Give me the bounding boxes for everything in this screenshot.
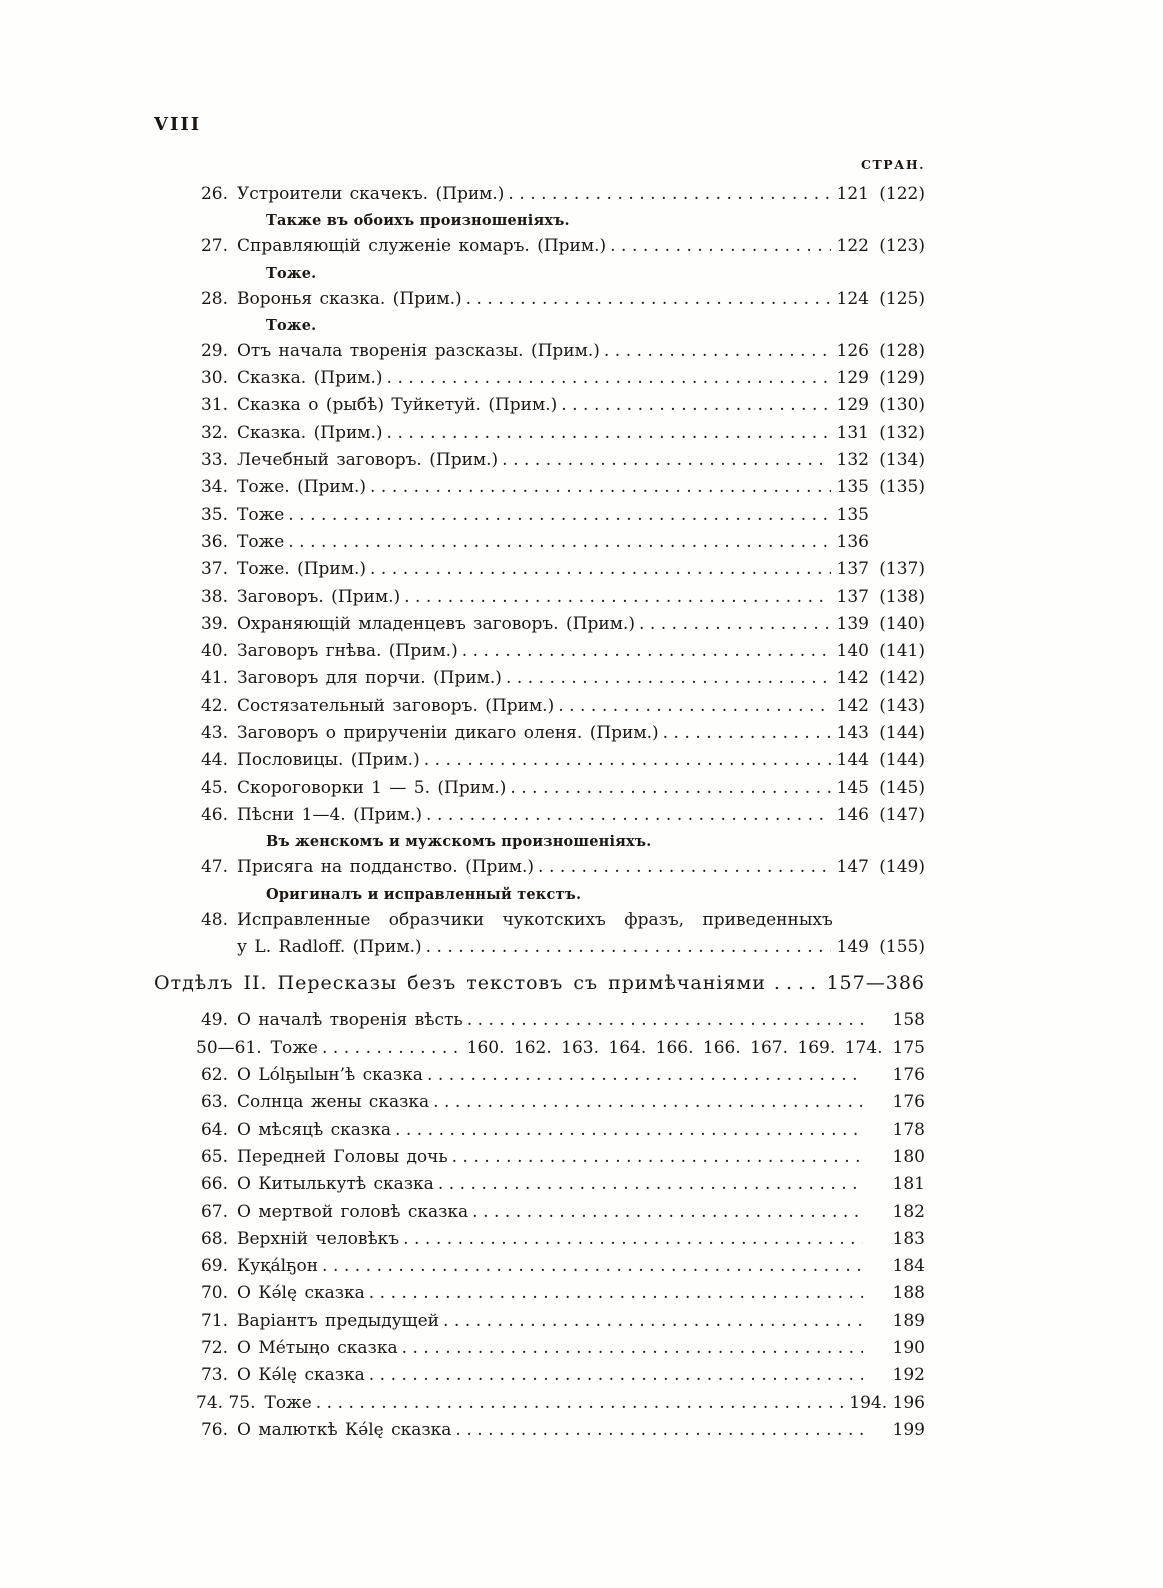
page-number-paren: (143) <box>879 695 925 716</box>
page-number: 136 <box>836 531 869 552</box>
entry-title: Состязательный заговоръ. (Прим.) <box>237 695 555 716</box>
page-column-header: СТРАН. <box>861 157 925 172</box>
entry-title: Солнца жены сказка <box>237 1092 430 1113</box>
leader-dots <box>402 1335 863 1362</box>
leader-dots <box>558 693 830 720</box>
page-number: 140 <box>836 641 869 662</box>
page-number-paren: (138) <box>879 586 925 607</box>
entry-number: 76. <box>200 1419 228 1440</box>
entry-title: Сказка. (Прим.) <box>237 368 383 389</box>
toc-entry-row <box>196 638 925 665</box>
entry-number: 39. <box>200 613 228 634</box>
entry-number: 43. <box>200 723 228 744</box>
entry-title: О Кə́lę сказка <box>237 1283 365 1304</box>
page-number: 175 <box>892 1037 925 1058</box>
entry-title: О Ме́тыңо сказка <box>237 1337 398 1358</box>
entry-title: Пѣсни 1—4. (Прим.) <box>237 804 423 825</box>
section-header-label: Отдѣлъ II. Пересказы безъ текстовъ съ примѣчаніями <box>154 972 766 995</box>
toc-entry-row <box>196 556 925 583</box>
entry-number: 71. <box>200 1310 228 1331</box>
page-number-paren: (122) <box>879 184 925 204</box>
entry-number: 30. <box>200 368 228 389</box>
leader-dots <box>466 286 831 313</box>
entry-title: Скороговорки 1 — 5. (Прим.) <box>237 777 507 798</box>
toc-entry-row <box>196 447 925 474</box>
toc-entry-row <box>196 1280 925 1307</box>
entry-number: 32. <box>200 422 228 443</box>
entry-title: О Кə́lę сказка <box>237 1365 365 1386</box>
entry-title: Тоже <box>237 531 285 552</box>
leader-dots <box>427 1062 863 1089</box>
toc-entry-row <box>196 181 925 208</box>
folio-number: VIII <box>154 114 202 135</box>
page-number-paren: (142) <box>879 668 925 689</box>
page-number-paren: (135) <box>879 477 925 498</box>
page-number: 146 <box>836 804 869 825</box>
leader-dots <box>316 1390 844 1417</box>
leader-dots <box>455 1417 863 1444</box>
section-page-range: 157—386 <box>826 972 925 995</box>
page-number: 182 <box>892 1201 925 1222</box>
entry-number: 44. <box>200 750 228 771</box>
toc-entry-row <box>196 1335 925 1362</box>
entry-number: 38. <box>200 586 228 607</box>
page-number: 137 <box>836 586 869 607</box>
entry-title: О Китылькутѣ сказка <box>237 1174 434 1195</box>
leader-dots <box>370 556 831 583</box>
entry-number: 50—61. <box>196 1037 262 1058</box>
leader-dots <box>452 1144 863 1171</box>
leader-dots <box>403 1226 863 1253</box>
page-number: 142 <box>836 695 869 716</box>
toc-entry-row <box>196 1171 925 1198</box>
section2-entries <box>196 1007 925 1444</box>
page-number: 124 <box>836 288 869 309</box>
entry-number: 72. <box>200 1337 228 1358</box>
section1-entries <box>196 181 925 961</box>
toc-entry-row <box>196 720 925 747</box>
toc-entry-row <box>196 233 925 260</box>
entry-title: Тоже <box>270 1037 318 1058</box>
toc-entry-row <box>196 1226 925 1253</box>
entry-title: О мѣсяцѣ сказка <box>237 1119 391 1140</box>
page-number-paren: (125) <box>879 288 925 309</box>
toc-entry-row <box>196 392 925 419</box>
page-number-list: 160. 162. 163. 164. 166. 166. 167. 169. 174. <box>466 1037 883 1058</box>
entry-note: Оригиналъ и исправленный текстъ. <box>266 885 582 903</box>
entry-number: 36. <box>200 531 228 552</box>
toc-entry-row <box>196 1417 925 1444</box>
leader-dots <box>426 934 831 961</box>
page-number-paren: (130) <box>879 395 925 416</box>
toc-entry-row <box>196 775 925 802</box>
toc-entry-row <box>196 1117 925 1144</box>
toc-entry-row <box>196 338 925 365</box>
entry-title: Сказка о (рыбѣ) Туйкетуй. (Прим.) <box>237 395 558 416</box>
entry-number: 48. <box>200 909 228 930</box>
entry-number: 46. <box>200 804 228 825</box>
entry-number: 69. <box>200 1256 228 1277</box>
toc-entry-row <box>196 474 925 501</box>
entry-number: 29. <box>200 340 228 361</box>
entry-number: 27. <box>200 236 228 257</box>
entry-number: 35. <box>200 504 228 525</box>
page-number: 135 <box>836 477 869 498</box>
leader-dots <box>387 365 831 392</box>
toc-entry-row <box>196 907 925 934</box>
entry-number: 26. <box>200 184 228 204</box>
toc-entry-row <box>196 1253 925 1280</box>
entry-number: 45. <box>200 777 228 798</box>
page-number: 180 <box>892 1146 925 1167</box>
toc-entry-row <box>196 420 925 447</box>
leader-dots <box>370 474 831 501</box>
page-number: 126 <box>836 340 869 361</box>
entry-title: Верхній человѣкъ <box>237 1228 400 1249</box>
page-number: 142 <box>836 668 869 689</box>
page-number-paren: (129) <box>879 368 925 389</box>
entry-number: 65. <box>200 1146 228 1167</box>
toc-entry-row <box>196 1308 925 1335</box>
toc-entry-row <box>196 802 925 829</box>
leader-dots <box>467 1007 863 1034</box>
toc-entry-row <box>196 1390 925 1417</box>
leader-dots <box>369 1362 863 1389</box>
page-number: 188 <box>892 1283 925 1304</box>
page-number: 184 <box>892 1256 925 1277</box>
page-number: 144 <box>836 750 869 771</box>
toc-entry-row <box>196 529 925 556</box>
page-number: 131 <box>836 422 869 443</box>
toc-entry-row <box>196 1035 925 1062</box>
entry-title: Тоже. (Прим.) <box>237 477 367 498</box>
leader-dots <box>506 665 831 692</box>
leader-dots <box>604 338 831 365</box>
page-number: 122 <box>836 236 869 257</box>
page-number-paren: (141) <box>879 641 925 662</box>
page-number: 143 <box>836 723 869 744</box>
leader-dots <box>288 502 830 529</box>
entry-title: О началѣ творенія вѣсть <box>237 1010 463 1031</box>
leader-dots <box>472 1199 863 1226</box>
entry-title: Справляющій служеніе комаръ. (Прим.) <box>237 236 607 257</box>
page-number-paren: (155) <box>879 936 925 957</box>
page-number: 129 <box>836 395 869 416</box>
toc-entry-row <box>196 584 925 611</box>
toc-entry-row <box>196 1089 925 1116</box>
entry-title: Передней Головы дочь <box>237 1146 448 1167</box>
leader-dots <box>774 970 819 997</box>
entry-title: Заговоръ гнѣва. (Прим.) <box>237 641 458 662</box>
entry-title: Устроители скачекъ. (Прим.) <box>237 184 505 204</box>
entry-number: 28. <box>200 288 228 309</box>
entry-title: Сказка. (Прим.) <box>237 422 383 443</box>
entry-title: Куқа́lҕон <box>237 1256 319 1277</box>
entry-title: Заговоръ. (Прим.) <box>237 586 401 607</box>
leader-dots <box>462 638 831 665</box>
page-number: 121 <box>836 184 869 204</box>
page-number: 176 <box>892 1065 925 1086</box>
entry-number: 62. <box>200 1065 228 1086</box>
page-number: 190 <box>892 1337 925 1358</box>
table-of-contents <box>154 156 925 1444</box>
leader-dots <box>510 775 830 802</box>
page-number-paren: (132) <box>879 422 925 443</box>
entry-title: Отъ начала творенія разсказы. (Прим.) <box>237 340 600 361</box>
toc-entry-row <box>196 611 925 638</box>
page-number-paren: (147) <box>879 804 925 825</box>
entry-title: Тоже <box>264 1392 312 1413</box>
page-number: 149 <box>836 936 869 957</box>
page-number: 129 <box>836 368 869 389</box>
leader-dots <box>387 420 831 447</box>
entry-title: Заговоръ для порчи. (Прим.) <box>237 668 502 689</box>
page-number: 137 <box>836 559 869 580</box>
leader-dots <box>322 1035 461 1062</box>
page-number-paren: (137) <box>879 559 925 580</box>
page-number: 183 <box>892 1228 925 1249</box>
leader-dots <box>610 233 830 260</box>
entry-number: 40. <box>200 641 228 662</box>
entry-title: Пословицы. (Прим.) <box>237 750 420 771</box>
toc-entry-row <box>196 747 925 774</box>
entry-note: Тоже. <box>266 316 317 334</box>
entry-note: Также въ обоихъ произношеніяхъ. <box>266 212 570 230</box>
page-number-paren: (144) <box>879 750 925 771</box>
entry-title: Тоже <box>237 504 285 525</box>
toc-entry-row <box>196 502 925 529</box>
leader-dots <box>369 1280 863 1307</box>
toc-entry-row <box>196 1062 925 1089</box>
entry-title: Тоже. (Прим.) <box>237 559 367 580</box>
leader-dots <box>426 802 831 829</box>
toc-entry-row <box>196 1199 925 1226</box>
entry-title: Воронья сказка. (Прим.) <box>237 288 462 309</box>
entry-title: Лечебный заговоръ. (Прим.) <box>237 450 499 471</box>
page-number: 192 <box>892 1365 925 1386</box>
toc-entry-row <box>196 693 925 720</box>
leader-dots <box>502 447 830 474</box>
page-number-paren: (144) <box>879 723 925 744</box>
toc-entry-row <box>196 1362 925 1389</box>
page-number-paren: (149) <box>879 857 925 878</box>
toc-entry-row <box>196 665 925 692</box>
leader-dots <box>433 1089 863 1116</box>
entry-number: 70. <box>200 1283 228 1304</box>
entry-title: Заговоръ о прирученіи дикаго оленя. (Прим.) <box>237 723 659 744</box>
leader-dots <box>561 392 830 419</box>
leader-dots <box>663 720 831 747</box>
leader-dots <box>538 854 831 881</box>
entry-number: 31. <box>200 395 228 416</box>
entry-number: 68. <box>200 1228 228 1249</box>
section-header <box>154 970 925 997</box>
entry-number: 63. <box>200 1092 228 1113</box>
entry-title-continued: у L. Radloff. (Прим.) <box>237 936 422 957</box>
entry-number: 73. <box>200 1365 228 1386</box>
entry-number: 66. <box>200 1174 228 1195</box>
page-number-paren: (123) <box>879 236 925 257</box>
page-number: 145 <box>836 777 869 798</box>
entry-title: Охраняющій младенцевъ заговоръ. (Прим.) <box>237 613 635 634</box>
page-number: 135 <box>836 504 869 525</box>
entry-title: О Lólҕыlын’ѣ сказка <box>237 1065 423 1086</box>
leader-dots <box>508 181 830 208</box>
page-number: 147 <box>836 857 869 878</box>
entry-number: 74. 75. <box>196 1392 256 1413</box>
page-number-paren: (145) <box>879 777 925 798</box>
toc-entry-row <box>196 934 925 961</box>
entry-number: 41. <box>200 668 228 689</box>
entry-number: 49. <box>200 1010 228 1031</box>
page-number-paren: (140) <box>879 613 925 634</box>
page-number: 178 <box>892 1119 925 1140</box>
page-number: 176 <box>892 1092 925 1113</box>
entry-number: 42. <box>200 695 228 716</box>
entry-title: Присяга на подданство. (Прим.) <box>237 857 535 878</box>
toc-entry-row <box>196 1144 925 1171</box>
page-number: 158 <box>892 1010 925 1031</box>
page-number: 199 <box>892 1419 925 1440</box>
page-number: 189 <box>892 1310 925 1331</box>
leader-dots <box>443 1308 863 1335</box>
entry-title: О малюткѣ Кə́lę сказка <box>237 1419 452 1440</box>
entry-note: Въ женскомъ и мужскомъ произношеніяхъ. <box>266 833 652 851</box>
leader-dots <box>424 747 831 774</box>
leader-dots <box>639 611 831 638</box>
entry-number: 33. <box>200 450 228 471</box>
leader-dots <box>322 1253 863 1280</box>
page-number: 132 <box>836 450 869 471</box>
page-number-paren: (128) <box>879 340 925 361</box>
entry-number: 34. <box>200 477 228 498</box>
entry-number: 67. <box>200 1201 228 1222</box>
leader-dots <box>288 529 830 556</box>
toc-entry-row <box>196 286 925 313</box>
leader-dots <box>395 1117 863 1144</box>
toc-entry-row <box>196 1007 925 1034</box>
entry-title: О мертвой головѣ сказка <box>237 1201 469 1222</box>
entry-title: Варіантъ предыдущей <box>237 1310 439 1331</box>
page-number-paren: (134) <box>879 450 925 471</box>
entry-number: 47. <box>200 857 228 878</box>
page-number: 181 <box>892 1174 925 1195</box>
leader-dots <box>438 1171 863 1198</box>
page-number: 194. 196 <box>849 1392 925 1413</box>
entry-number: 64. <box>200 1119 228 1140</box>
entry-number: 37. <box>200 559 228 580</box>
entry-note: Тоже. <box>266 264 317 282</box>
leader-dots <box>404 584 830 611</box>
toc-entry-row <box>196 854 925 881</box>
entry-title: Исправленные образчики чукотскихъ фразъ, приведенныхъ <box>237 909 833 930</box>
toc-entry-row <box>196 365 925 392</box>
page-number: 139 <box>836 613 869 634</box>
